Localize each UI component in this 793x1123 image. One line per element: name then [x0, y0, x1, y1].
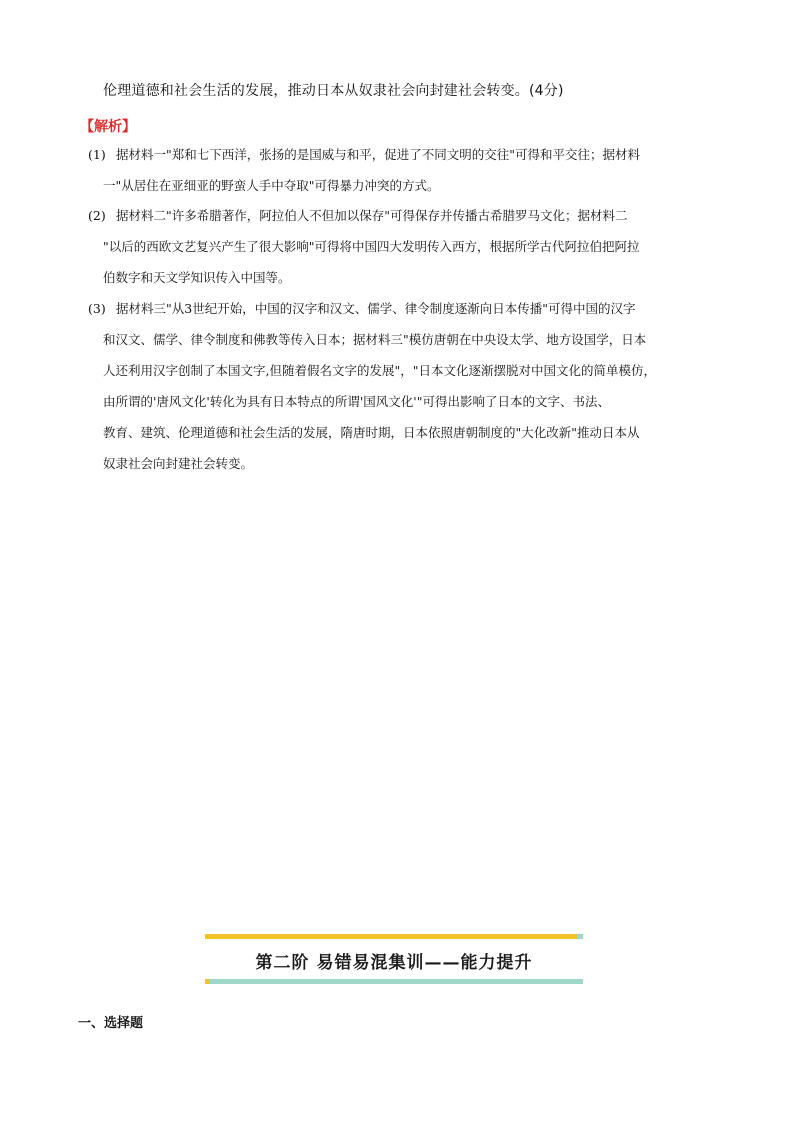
paragraph-line: "以后的西欧文艺复兴产生了很大影响"可得将中国四大发明传入西方，根据所学古代阿拉伯把阿拉: [103, 239, 640, 254]
paragraph-line: 教育、建筑、伦理道德和社会生活的发展，隋唐时期，日本依照唐朝制度的"大化改新"推动日本从: [103, 425, 640, 440]
intro-line: 伦理道德和社会生活的发展，推动日本从奴隶社会向封建社会转变。(4分): [103, 83, 564, 99]
paragraph-line: 奴隶社会向封建社会转变。: [103, 456, 254, 471]
answer-paragraph-3: [88, 293, 728, 479]
banner-top-bar-end: [577, 934, 583, 939]
paragraph-line: 据材料二"许多希腊著作，阿拉伯人不但加以保存"可得保存并传播古希腊罗马文化；据材料二: [116, 208, 628, 223]
paragraph-line: 伯数字和天文学知识传入中国等。: [103, 270, 291, 285]
paragraph-number: (3): [88, 301, 106, 316]
paragraph-line: 一"从居住在亚细亚的野蛮人手中夺取"可得暴力冲突的方式。: [103, 178, 440, 193]
analysis-label: 【解析】: [80, 119, 136, 135]
paragraph-number: (1): [88, 147, 106, 162]
paragraph-line: 由所谓的'唐风文化'转化为具有日本特点的所谓'国风文化'"可得出影响了日本的文字、书法、: [103, 394, 610, 409]
answer-paragraph-1: [88, 139, 728, 201]
answer-paragraph-2: [88, 200, 728, 293]
section-heading: 一、选择题: [78, 1016, 144, 1031]
paragraph-line: 据材料三"从3世纪开始，中国的汉字和汉文、儒学、律令制度逐渐向日本传播"可得中国的汉字: [116, 301, 636, 316]
stage-banner: [205, 934, 583, 986]
paragraph-line: 据材料一"郑和七下西洋，张扬的是国威与和平，促进了不同文明的交往"可得和平交往；据材料: [116, 147, 641, 162]
banner-bottom-bar: [209, 979, 583, 984]
paragraph-line: 和汉文、儒学、律令制度和佛教等传入日本；据材料三"模仿唐朝在中央设太学、地方设国学，日本: [103, 332, 647, 347]
banner-title: 第二阶 易错易混集训——能力提升: [255, 953, 533, 973]
banner-top-bar: [205, 934, 577, 939]
paragraph-line: 人还利用汉字创制了本国文字,但随着假名文字的发展"，"日本文化逐渐摆脱对中国文化的简单模仿，: [103, 363, 656, 378]
paragraph-number: (2): [88, 208, 106, 223]
